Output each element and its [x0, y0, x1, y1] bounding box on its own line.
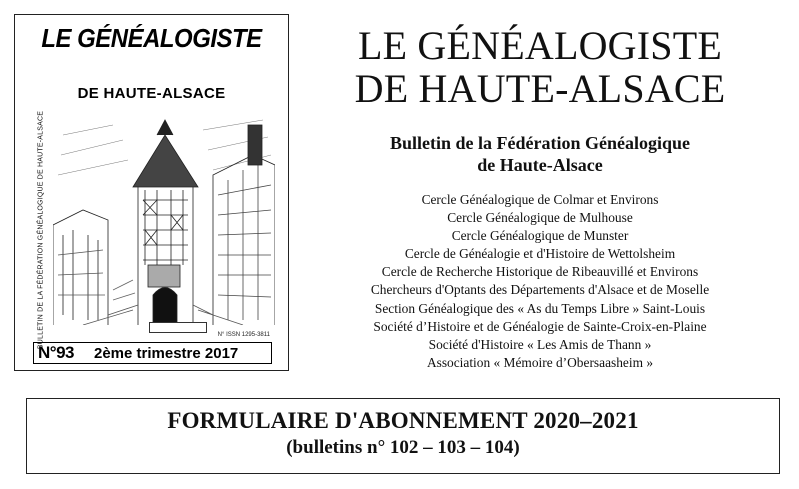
cover-period: 2ème trimestre 2017	[94, 344, 239, 362]
list-item: Cercle de Recherche Historique de Ribeauvillé et Environs	[381, 264, 699, 280]
cover-issn: N° ISSN 1295-3811	[217, 332, 270, 338]
cover-illustration-caption-box	[149, 322, 207, 333]
bulletin-subtitle-line-1: Bulletin de la Fédération Généalogique	[390, 133, 690, 153]
cover-subtitle: DE HAUTE-ALSACE	[77, 85, 226, 102]
member-associations-list	[300, 191, 780, 372]
list-item: Société d’Histoire et de Généalogie de Sainte-Croix-en-Plaine	[373, 318, 707, 334]
cover-title: LE GÉNÉALOGISTE	[41, 23, 262, 53]
main-title-line-2: DE HAUTE-ALSACE	[354, 66, 726, 111]
list-item: Cercle Généalogique de Munster	[451, 228, 629, 244]
list-item: Cercle de Généalogie et d'Histoire de Wettolsheim	[404, 246, 676, 262]
list-item: Cercle Généalogique de Mulhouse	[447, 210, 633, 226]
list-item: Association « Mémoire d’Obersaasheim »	[426, 354, 654, 370]
form-bulletins-range: (bulletins n° 102 – 103 – 104)	[286, 437, 520, 458]
cover-thumbnail	[14, 14, 289, 371]
subscription-form-header	[26, 398, 780, 474]
list-item: Cercle Généalogique de Colmar et Environs	[421, 192, 659, 207]
cover-issue-number: N°93	[38, 343, 74, 362]
cover-footer	[33, 342, 272, 364]
cover-vertical-text: BULLETIN DE LA FÉDÉRATION GÉNÉALOGIQUE DE HAUTE-ALSACE	[37, 110, 45, 350]
cover-illustration-tower	[53, 115, 275, 325]
list-item: Chercheurs d'Optants des Départements d'Alsace et de Moselle	[370, 282, 710, 298]
list-item: Section Généalogique des « As du Temps Libre » Saint-Louis	[374, 300, 706, 316]
main-title-line-1: LE GÉNÉALOGISTE	[357, 23, 723, 68]
bulletin-subtitle-line-2: de Haute-Alsace	[477, 155, 603, 175]
cover-vertical-text-strip	[34, 110, 48, 350]
list-item: Société d'Histoire « Les Amis de Thann »	[428, 336, 652, 352]
form-title: FORMULAIRE D'ABONNEMENT 2020–2021	[167, 408, 639, 433]
